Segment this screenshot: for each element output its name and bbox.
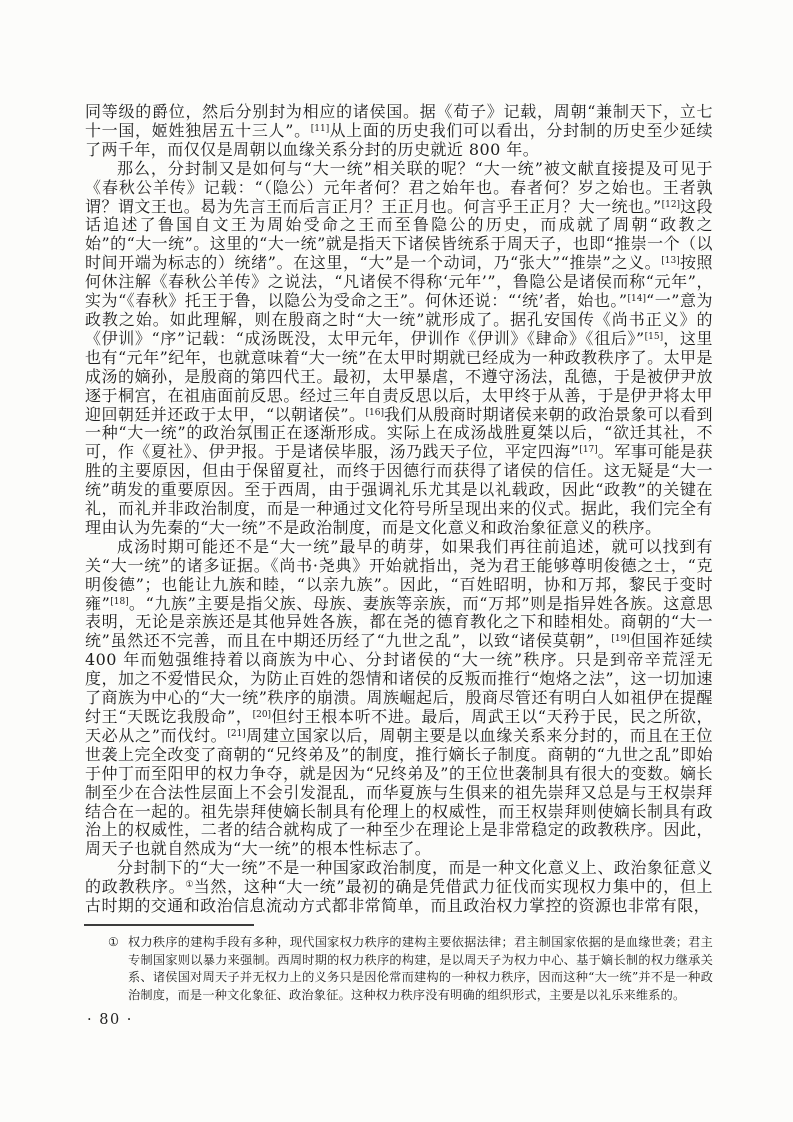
text-run: “一”意为政教之始。如此理解，则在殷商之时“大一统”就形成了。据孔安国传《尚书正义》的《伊训》“序”记载：“成汤既没，太甲元年，伊训作《伊训》《肆命》《徂后》” bbox=[85, 291, 713, 348]
text-run: 按照何休注解《春秋公羊传》之说法，“凡诸侯不得称‘元年’”，鲁隐公是诸侯而称“元年”，实为“《春秋》托王于鲁，以隐公为受命之王”。何休还说：“‘统’者，始也。” bbox=[85, 253, 714, 311]
citation-ref: [14] bbox=[627, 294, 647, 305]
paragraph bbox=[85, 859, 713, 916]
text-run: 从上面的历史我们可以看出，分封制的历史至少延续了两千年，而仅仅是周朝以血缘关系分封的历史就近 800 年。 bbox=[85, 120, 713, 159]
paragraph bbox=[85, 103, 713, 160]
citation-ref: [12] bbox=[661, 199, 681, 210]
text-run: 我们从殷商时期诸侯来朝的政治景象可以看到一种“大一统”的政治氛围正在逐渐形成。实际上在成汤战胜夏桀以后，“欲迁其社，不可，作《夏社》、伊尹报。于是诸侯毕服，汤乃践天子位，平定四海” bbox=[85, 404, 713, 462]
footnote-marker: ① bbox=[108, 935, 120, 949]
footnotes bbox=[85, 934, 713, 1004]
text-run: 那么，分封制又是如何与“大一统”相关联的呢？“大一统”被文献直接提及可见于《春秋公羊传》记载：“（隐公）元年者何？君之始年也。春者何？岁之始也。王者孰谓？谓文王也。曷为先言王而后言正月？王正月也。何言乎王正月？大一统也。” bbox=[85, 158, 713, 216]
text-run: 分封制下的“大一统”不是一种国家政治制度，而是一种文化意义上、政治象征意义的政教秩序。 bbox=[85, 858, 713, 897]
footnote-text: 权力秩序的建构手段有多种，现代国家权力秩序的建构主要依据法律；君主制国家依据的是血缘世袭；君主专制国家则以暴力来强制。西周时期的权力秩序的构建，是以周天子为权力中心、基于嫡长制的权力继承关系、诸侯国对周天子并无权力上的义务只是因伦常而建构的一种权力秩序，因而这种“大一统”并不是一种政治制度，而是一种文化象征、政治象征。这种权力秩序没有明确的组织形式，主要是以礼乐来维系的。 bbox=[128, 935, 713, 1002]
text-run: 这段话追述了鲁国自文王为周始受命之王而至鲁隐公的历史，而成就了周朝“政教之始”的“大一统”。这里的“大一统”就是指天下诸侯皆统系于周天子，也即“推崇一个（以时间开端为标志的）统绪”。在这里，“大”是一个动词，乃“张大”“推崇”之义。 bbox=[85, 196, 713, 273]
page-number: · 80 · bbox=[87, 1012, 133, 1028]
citation-ref: [19] bbox=[611, 634, 630, 645]
text-run: ，这里也有“元年”纪年，也就意味着“大一统”在太甲时期就已经成为一种政教秩序了。太甲是成汤的嫡孙，是殷商的第四代王。最初，太甲暴虐，不遵守汤法，乱德，于是被伊尹放逐于桐宫，在祖庙面前反思。经过三年自责反思以后，太甲终于从善，于是伊尹将太甲迎回朝廷并还政于太甲，“以朝诸侯”。 bbox=[85, 328, 713, 424]
citation-ref: [21] bbox=[227, 728, 246, 739]
text-run: 同等级的爵位，然后分别封为相应的诸侯国。据《荀子》记载，周朝“兼制天下，立七十一国，姬姓独居五十三人”。 bbox=[85, 102, 713, 140]
citation-ref: [13] bbox=[661, 256, 680, 267]
body-text bbox=[85, 103, 713, 916]
text-run: 当然，这种“大一统”最初的确是凭借武力征伐而实现权力集中的，但上古时期的交通和政治信息流动方式都非常简单，而且政治权力掌控的资源也非常有限， bbox=[85, 877, 713, 916]
footnote-separator bbox=[84, 924, 254, 926]
footnote-marker-ref: ① bbox=[185, 880, 194, 891]
footnote bbox=[85, 934, 713, 1004]
text-run: 。军事可能是获胜的主要原因，但由于保留夏社，而终于因德行而获得了诸侯的信任。这无疑是“大一统”萌发的重要原因。至于西周，由于强调礼乐尤其是以礼载政，因此“政教”的关键在礼，而礼并非政治制度，而是一种通过文化符号所呈现出来的仪式。据此，我们完全有理由认为先秦的“大一统”不是政治制度，而是文化意义和政治象征意义的秩序。 bbox=[85, 442, 713, 537]
text-run: 周建立国家以后，周朝主要是以血缘关系来分封的，而且在王位世袭上完全改变了商朝的“兄终弟及”的制度，推行嫡长子制度。商朝的“九世之乱”即始于仲丁而至阳甲的权力争夺，就是因为“兄终弟及”的王位世袭制具有很大的变数。嫡长制至少在合法性层面上不会引发混乱，而华夏族与生俱来的祖先崇拜又总是与王权崇拜结合在一起的。祖先崇拜使嫡长制具有伦理上的权威性，而王权崇拜则使嫡长制具有政治上的权威性，二者的结合就构成了一种至少在理论上是非常稳定的政教秩序。因此，周天子也就自然成为“大一统”的根本性标志了。 bbox=[85, 725, 713, 859]
citation-ref: [18] bbox=[110, 596, 129, 607]
text-run: 但纣王根本听不进。最后，周武王以“天矜于民，民之所欲，天必从之”而伐纣。 bbox=[85, 707, 713, 745]
citation-ref: [16] bbox=[365, 407, 384, 418]
citation-ref: [17] bbox=[579, 445, 598, 456]
paragraph bbox=[85, 538, 713, 859]
citation-ref: [20] bbox=[252, 710, 272, 720]
text-run: 但国祚延续 400 年而勉强维持着以商族为中心、分封诸侯的“大一统”秩序。只是到帝辛荒淫无度，加之不爱惜民众，为防止百姓的怨情和诸侯的反叛而推行“炮烙之法”，这一切加速了商族为中心的“大一统”秩序的崩溃。周族崛起后，殷商尽管还有明白人如祖伊在提醒纣王“天既讫我殷命”， bbox=[85, 631, 713, 726]
text-run: 成汤时期可能还不是“大一统”最早的萌芽，如果我们再往前追述，就可以找到有关“大一统”的诸多证据。《尚书·尧典》开始就指出，尧为君王能够尊明俊德之士，“克明俊德”；也能让九族和睦，“以亲九族”。因此，“百姓昭明，协和万邦，黎民于变时雍” bbox=[85, 536, 713, 613]
citation-ref: [11] bbox=[310, 123, 330, 134]
citation-ref: [15] bbox=[644, 331, 664, 342]
paragraph bbox=[85, 160, 713, 538]
text-run: 。“九族”主要是指父族、母族、妻族等亲族，而“万邦”则是指异姓各族。这意思表明，无论是亲族还是其他异姓各族，都在尧的德育教化之下和睦相处。商朝的“大一统”虽然还不完善，而且在中期还历经了“九世之乱”，以致“诸侯莫朝”， bbox=[85, 593, 713, 651]
